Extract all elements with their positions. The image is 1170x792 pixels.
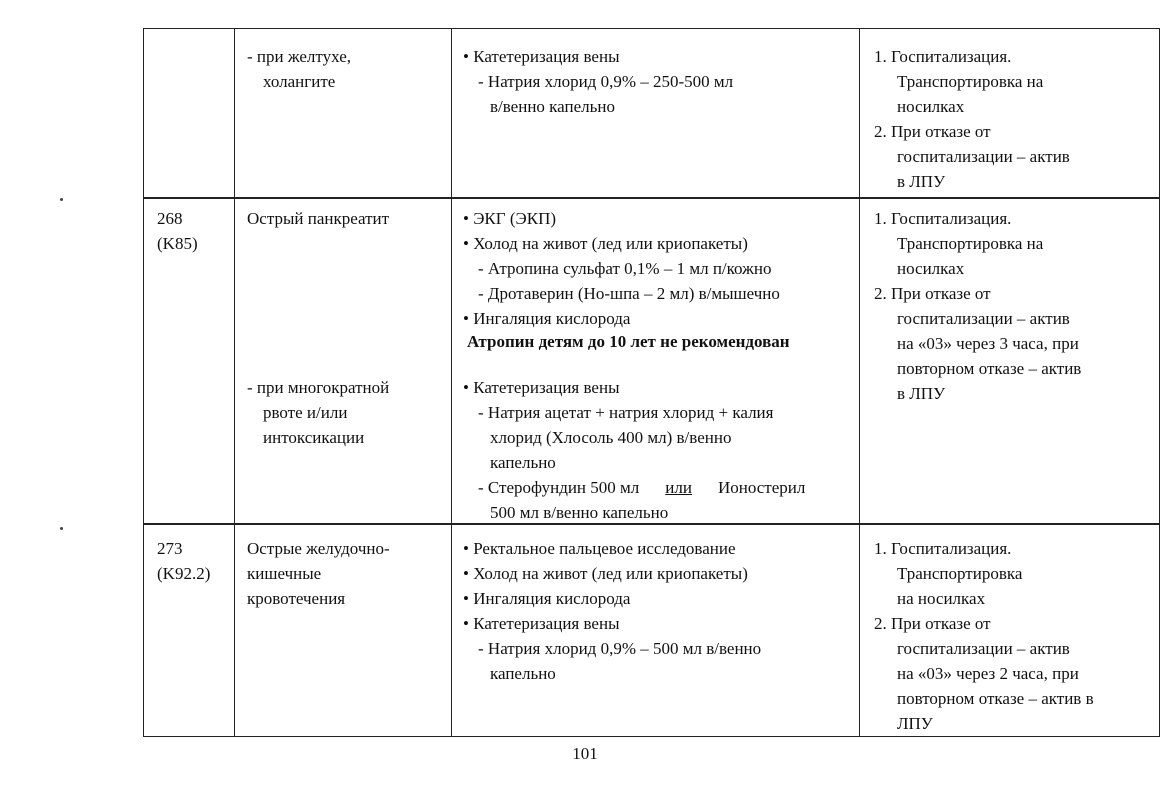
treatment-line: • Холод на живот (лед или криопакеты) <box>463 234 748 253</box>
treatment-line: хлорид (Хлосоль 400 мл) в/венно <box>490 428 732 447</box>
column-divider <box>451 29 452 736</box>
tactics-line: Транспортировка на <box>897 234 1044 253</box>
tactics-line: на носилках <box>897 589 986 608</box>
tactics-line: повторном отказе – актив <box>897 359 1082 378</box>
tactics-line: на «03» через 2 часа, при <box>897 664 1079 683</box>
tactics-line: госпитализации – актив <box>897 147 1070 166</box>
tactics-line: Транспортировка на <box>897 72 1044 91</box>
diagnosis-line: интоксикации <box>263 428 365 447</box>
code-line: 273 <box>157 539 183 558</box>
treatment-line: - Натрия хлорид 0,9% – 500 мл в/венно <box>478 639 762 658</box>
treatment-line: • Ингаляция кислорода <box>463 589 631 608</box>
tactics-line: 2. При отказе от <box>874 284 991 303</box>
code-line: 268 <box>157 209 183 228</box>
treatment-line: - Атропина сульфат 0,1% – 1 мл п/кожно <box>478 259 772 278</box>
column-divider <box>859 29 860 736</box>
treatment-line: капельно <box>490 453 556 472</box>
tactics-line: в ЛПУ <box>897 172 946 191</box>
row-divider <box>144 197 1159 199</box>
diagnosis-line: холангите <box>263 72 336 91</box>
alt-prefix: - Стерофундин 500 мл <box>478 478 640 497</box>
tactics-line: госпитализации – актив <box>897 309 1070 328</box>
treatment-line: • Катетеризация вены <box>463 614 620 633</box>
tactics-line: носилках <box>897 97 965 116</box>
diagnosis-line: Острые желудочно- <box>247 539 390 558</box>
treatment-line: капельно <box>490 664 556 683</box>
diagnosis-line: кишечные <box>247 564 322 583</box>
treatment-line: - Натрия ацетат + натрия хлорид + калия <box>478 403 774 422</box>
treatment-line: • Ингаляция кислорода <box>463 309 631 328</box>
diagnosis-line: - при желтухе, <box>247 47 351 66</box>
tactics-line: носилках <box>897 259 965 278</box>
tactics-line: ЛПУ <box>897 714 933 733</box>
code-line: (K85) <box>157 234 198 253</box>
page-number: 101 <box>572 744 598 763</box>
tactics-line: 1. Госпитализация. <box>874 47 1012 66</box>
treatment-line: • Ректальное пальцевое исследование <box>463 539 736 558</box>
scan-speck <box>60 527 63 530</box>
treatment-line: • Катетеризация вены <box>463 47 620 66</box>
diagnosis-line: Острый панкреатит <box>247 209 390 228</box>
tactics-line: 2. При отказе от <box>874 122 991 141</box>
treatment-line: - Натрия хлорид 0,9% – 250-500 мл <box>478 72 734 91</box>
diagnosis-line: рвоте и/или <box>263 403 348 422</box>
treatment-line: • Холод на живот (лед или криопакеты) <box>463 564 748 583</box>
tactics-line: повторном отказе – актив в <box>897 689 1094 708</box>
tactics-line: в ЛПУ <box>897 384 946 403</box>
tactics-line: госпитализации – актив <box>897 639 1070 658</box>
treatment-line: • Катетеризация вены <box>463 378 620 397</box>
treatment-line <box>478 475 805 500</box>
protocol-table <box>143 28 1160 737</box>
tactics-line: на «03» через 3 часа, при <box>897 334 1079 353</box>
tactics-line: Транспортировка <box>897 564 1023 583</box>
column-divider <box>234 29 235 736</box>
treatment-line: 500 мл в/венно капельно <box>490 503 669 522</box>
tactics-line: 1. Госпитализация. <box>874 539 1012 558</box>
diagnosis-line: - при многократной <box>247 378 390 397</box>
tactics-line: 2. При отказе от <box>874 614 991 633</box>
treatment-line: в/венно капельно <box>490 97 615 116</box>
alt-or: или <box>665 478 692 497</box>
treatment-line: - Дротаверин (Но-шпа – 2 мл) в/мышечно <box>478 284 780 303</box>
diagnosis-line: кровотечения <box>247 589 346 608</box>
atropine-warning: Атропин детям до 10 лет не рекомендован <box>467 332 790 351</box>
code-line: (K92.2) <box>157 564 211 583</box>
treatment-line: • ЭКГ (ЭКП) <box>463 209 557 228</box>
alt-suffix: Ионостерил <box>717 478 806 497</box>
tactics-line: 1. Госпитализация. <box>874 209 1012 228</box>
scan-speck <box>60 198 63 201</box>
